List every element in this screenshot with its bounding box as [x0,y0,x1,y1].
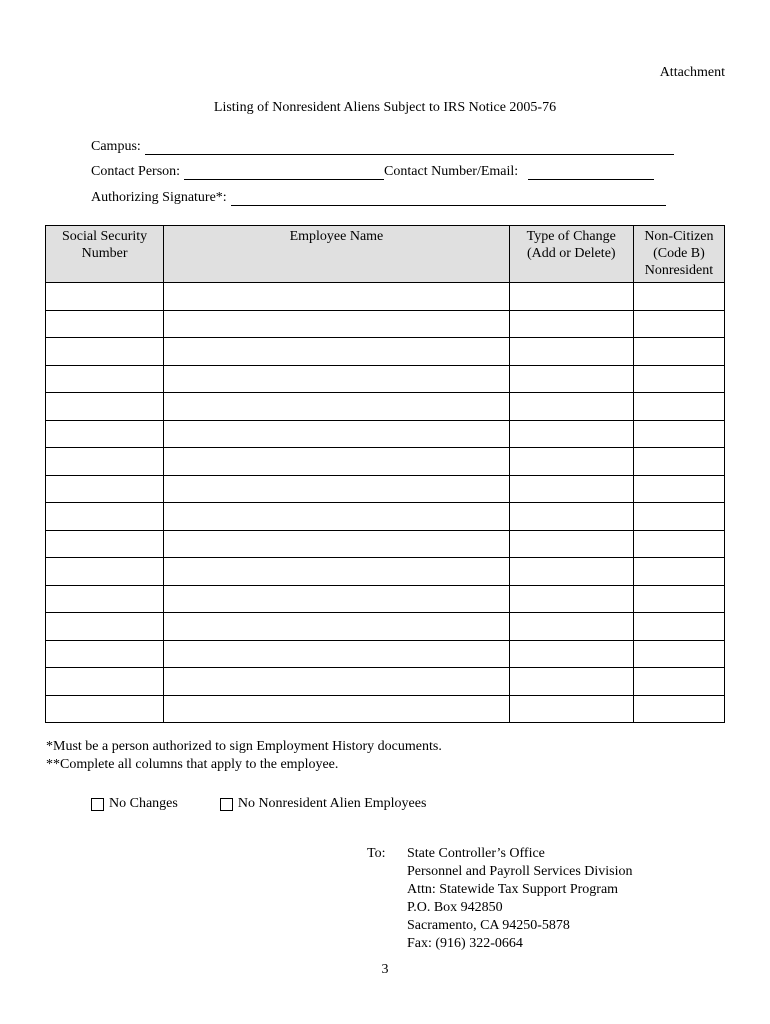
table-row [46,448,725,476]
cell-ssn[interactable] [46,613,164,641]
cell-type-of-change[interactable] [509,283,633,311]
cell-ssn[interactable] [46,640,164,668]
header-name-line1: Employee Name [289,229,384,244]
cell-ssn[interactable] [46,475,164,503]
cell-non-citizen[interactable] [633,393,724,421]
contact-number-label: Contact Number/Email: [384,164,519,179]
cell-type-of-change[interactable] [509,640,633,668]
no-changes-option[interactable] [91,796,178,812]
cell-employee-name[interactable] [164,695,510,723]
cell-type-of-change[interactable] [509,338,633,366]
cell-ssn[interactable] [46,448,164,476]
cell-non-citizen[interactable] [633,475,724,503]
no-changes-label: No Changes [109,796,178,811]
cell-employee-name[interactable] [164,310,510,338]
cell-employee-name[interactable] [164,283,510,311]
cell-ssn[interactable] [46,393,164,421]
cell-employee-name[interactable] [164,448,510,476]
cell-non-citizen[interactable] [633,695,724,723]
cell-ssn[interactable] [46,503,164,531]
cell-type-of-change[interactable] [509,503,633,531]
cell-ssn[interactable] [46,695,164,723]
table-row [46,475,725,503]
cell-type-of-change[interactable] [509,530,633,558]
address-line-pobox: P.O. Box 942850 [407,900,503,915]
cell-employee-name[interactable] [164,613,510,641]
cell-non-citizen[interactable] [633,310,724,338]
cell-ssn[interactable] [46,668,164,696]
campus-field-row [91,135,674,155]
table-header-row [46,226,725,283]
header-nc-line3: Nonresident [644,263,714,278]
table-row [46,695,725,723]
cell-ssn[interactable] [46,310,164,338]
page-number: 3 [381,962,389,977]
form-title: Listing of Nonresident Aliens Subject to IRS Notice 2005-76 [213,100,557,115]
cell-employee-name[interactable] [164,420,510,448]
cell-type-of-change[interactable] [509,475,633,503]
cell-type-of-change[interactable] [509,420,633,448]
cell-non-citizen[interactable] [633,448,724,476]
address-line-attn: Attn: Statewide Tax Support Program [407,882,619,897]
cell-ssn[interactable] [46,420,164,448]
table-row [46,558,725,586]
table-row [46,640,725,668]
cell-employee-name[interactable] [164,640,510,668]
header-type-line1: Type of Change [526,229,616,244]
header-type-line2: (Add or Delete) [526,246,616,261]
cell-ssn[interactable] [46,338,164,366]
header-nc-line2: (Code B) [653,246,705,261]
to-label: To: [367,846,386,861]
campus-input-line[interactable] [145,139,674,155]
cell-type-of-change[interactable] [509,613,633,641]
note-columns: **Complete all columns that apply to the employee. [46,757,339,772]
cell-employee-name[interactable] [164,365,510,393]
cell-employee-name[interactable] [164,338,510,366]
table-row [46,310,725,338]
table-row [46,283,725,311]
contact-person-label: Contact Person: [91,164,181,179]
address-line-office: State Controller’s Office [407,846,545,861]
cell-type-of-change[interactable] [509,558,633,586]
cell-employee-name[interactable] [164,475,510,503]
campus-label: Campus: [91,139,141,154]
cell-non-citizen[interactable] [633,585,724,613]
no-changes-checkbox[interactable] [91,798,104,811]
address-line-fax: Fax: (916) 322-0664 [407,936,523,951]
table-body [46,283,725,723]
address-line-division: Personnel and Payroll Services Division [407,864,633,879]
cell-type-of-change[interactable] [509,365,633,393]
cell-non-citizen[interactable] [633,640,724,668]
cell-non-citizen[interactable] [633,283,724,311]
table-row [46,668,725,696]
cell-type-of-change[interactable] [509,310,633,338]
cell-type-of-change[interactable] [509,448,633,476]
cell-non-citizen[interactable] [633,530,724,558]
header-ssn-line1: Social Security [62,229,148,244]
table-row [46,420,725,448]
cell-employee-name[interactable] [164,585,510,613]
cell-non-citizen[interactable] [633,503,724,531]
header-employee-name [164,226,510,283]
table-row [46,338,725,366]
table-row [46,613,725,641]
table-row [46,365,725,393]
cell-ssn[interactable] [46,585,164,613]
address-line-city: Sacramento, CA 94250-5878 [407,918,570,933]
signature-field-row [91,186,666,206]
header-ssn [46,226,164,283]
checkbox-row [91,796,426,812]
note-signature: *Must be a person authorized to sign Employment History documents. [46,739,442,754]
cell-non-citizen[interactable] [633,558,724,586]
header-ssn-line2: Number [81,246,128,261]
cell-non-citizen[interactable] [633,365,724,393]
cell-employee-name[interactable] [164,530,510,558]
no-nonresident-checkbox[interactable] [220,798,233,811]
cell-ssn[interactable] [46,558,164,586]
cell-non-citizen[interactable] [633,338,724,366]
signature-label: Authorizing Signature*: [91,190,227,205]
cell-type-of-change[interactable] [509,695,633,723]
table-row [46,503,725,531]
address-lines [407,845,633,953]
table-row [46,530,725,558]
header-type-of-change [509,226,633,283]
cell-employee-name[interactable] [164,393,510,421]
contact-number-input-line[interactable] [528,164,654,180]
mailing-address [367,845,633,953]
header-nc-line1: Non-Citizen [644,229,714,244]
cell-type-of-change[interactable] [509,585,633,613]
cell-ssn[interactable] [46,365,164,393]
cell-non-citizen[interactable] [633,613,724,641]
cell-non-citizen[interactable] [633,668,724,696]
notes [46,738,442,774]
no-nonresident-option[interactable] [220,796,427,812]
cell-ssn[interactable] [46,283,164,311]
contact-field-row [91,160,654,180]
cell-employee-name[interactable] [164,668,510,696]
cell-non-citizen[interactable] [633,420,724,448]
nonresident-table [45,225,725,723]
no-nonresident-label: No Nonresident Alien Employees [237,796,427,811]
cell-type-of-change[interactable] [509,668,633,696]
table-row [46,585,725,613]
cell-ssn[interactable] [46,530,164,558]
cell-type-of-change[interactable] [509,393,633,421]
contact-person-input-line[interactable] [184,164,384,180]
table-row [46,393,725,421]
signature-input-line[interactable] [231,190,666,206]
cell-employee-name[interactable] [164,503,510,531]
attachment-label: Attachment [659,65,725,80]
cell-employee-name[interactable] [164,558,510,586]
header-non-citizen [633,226,724,283]
